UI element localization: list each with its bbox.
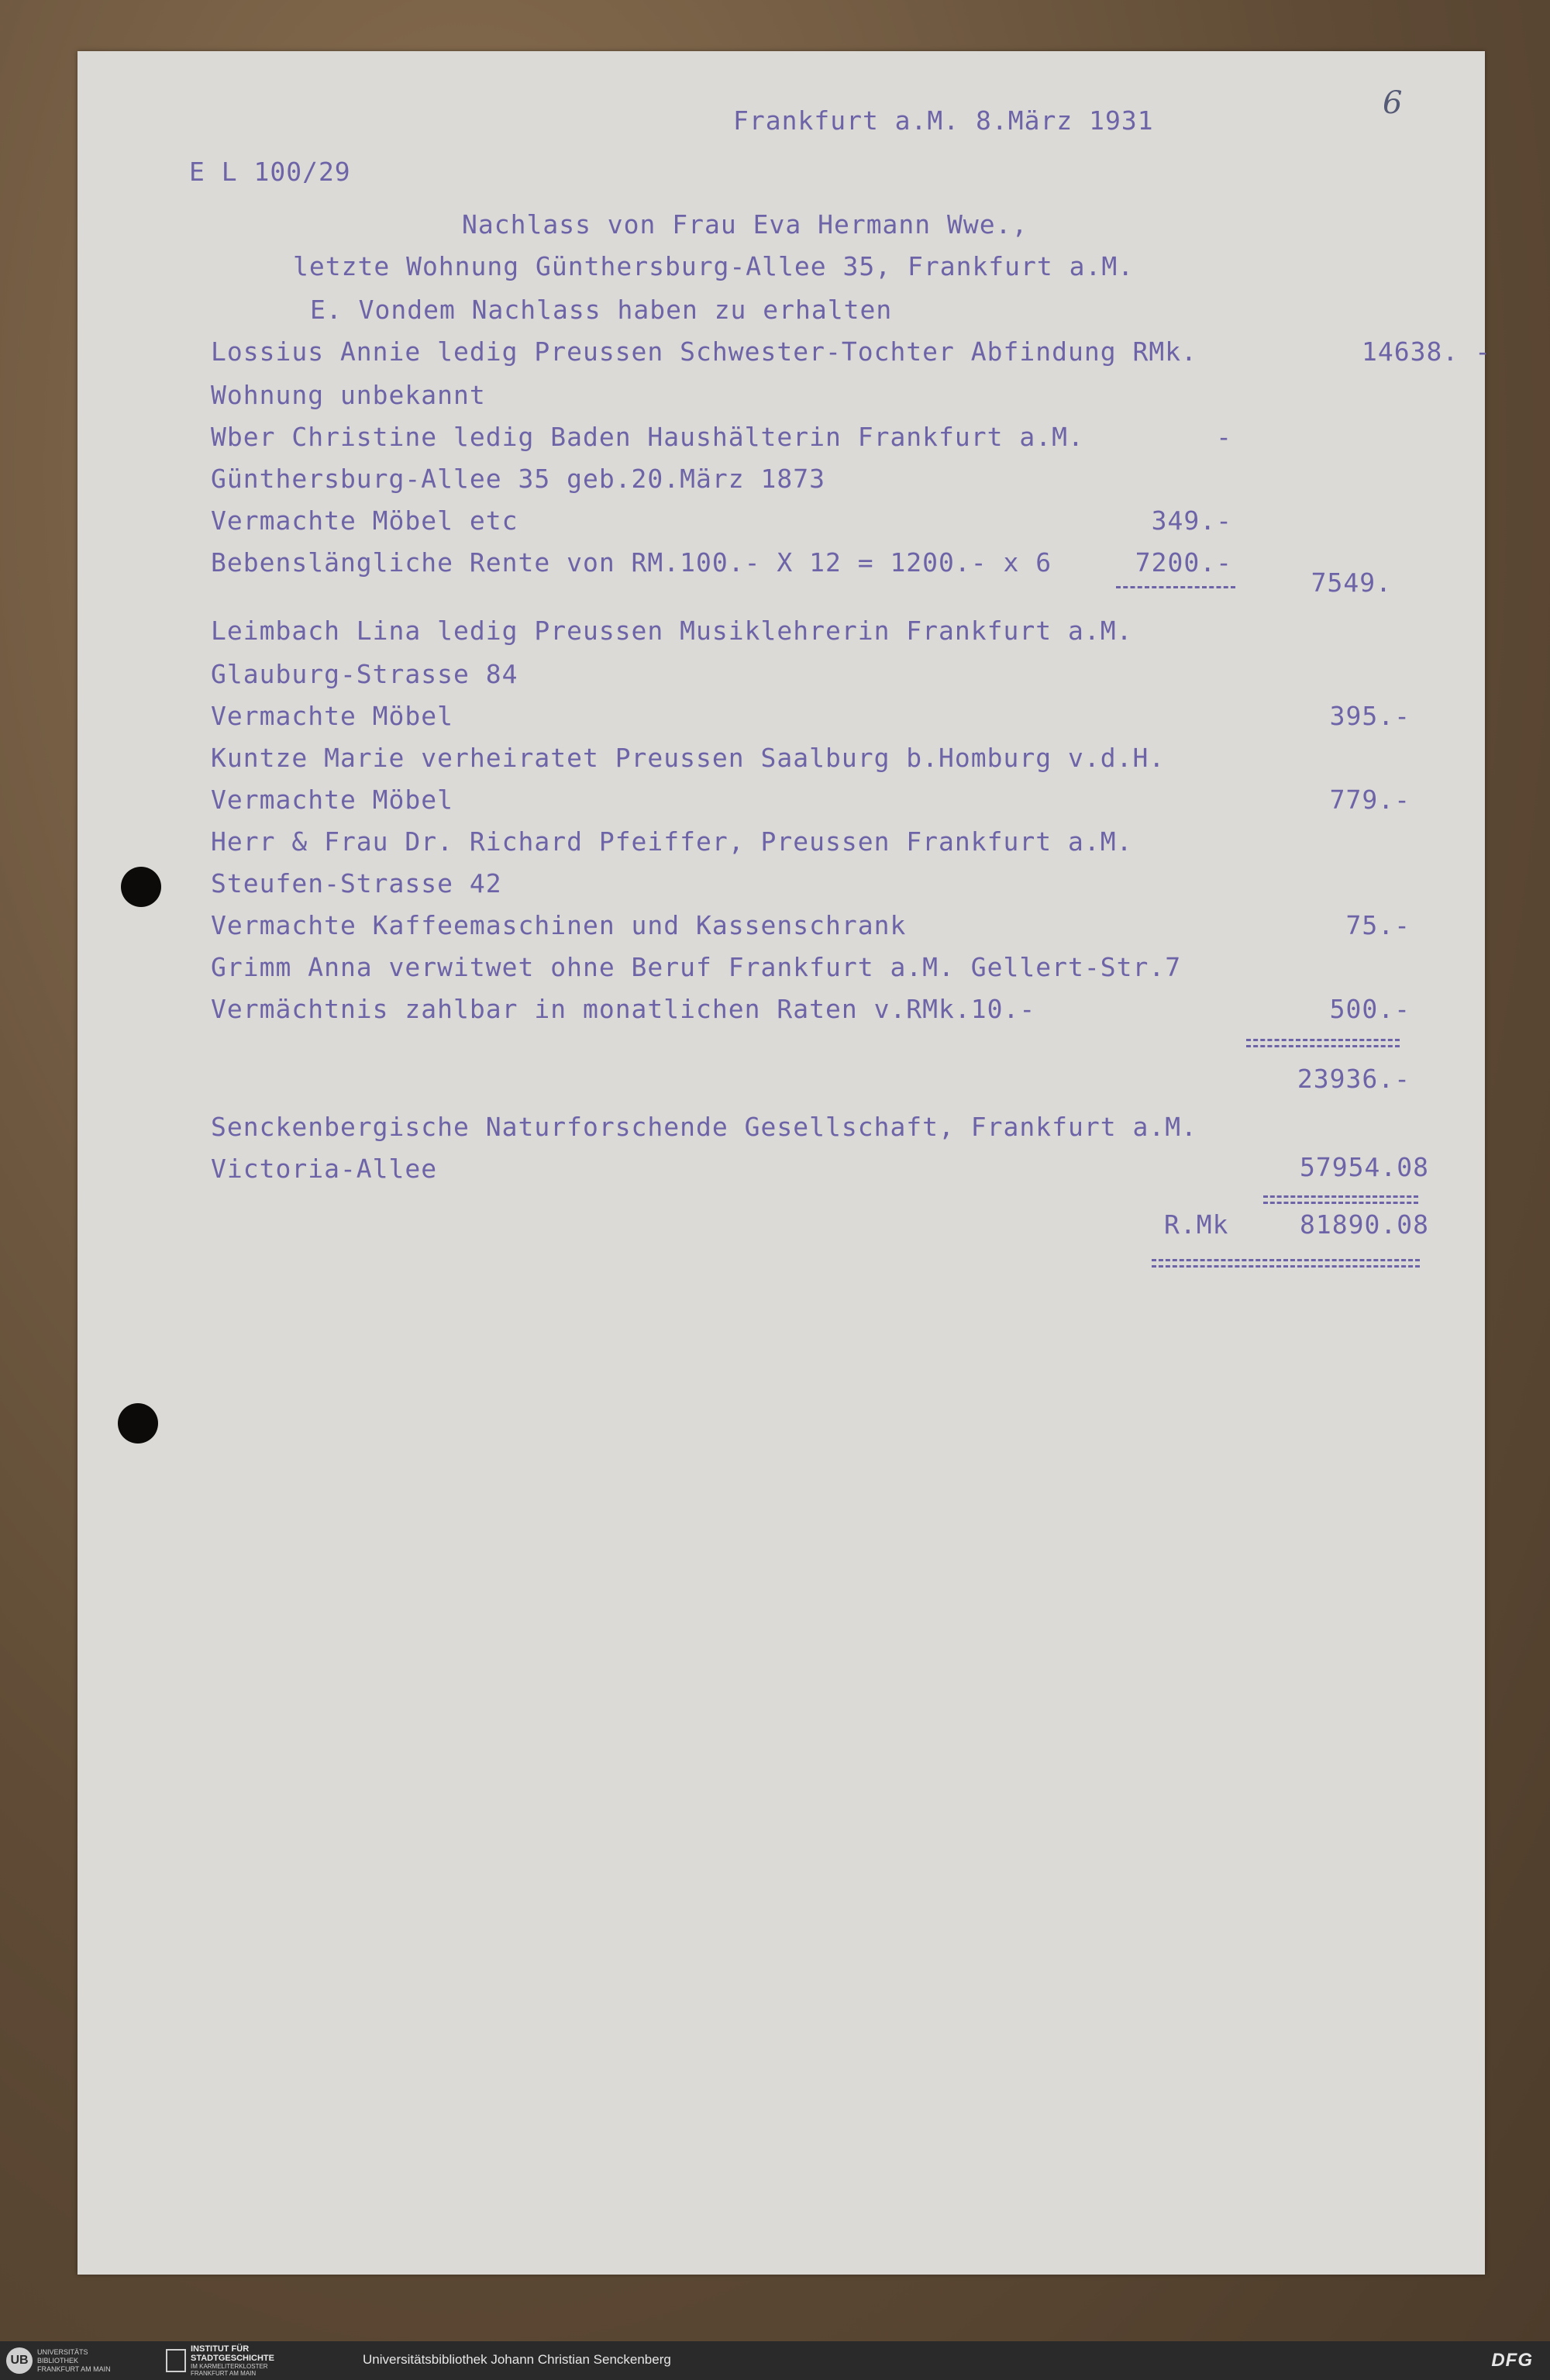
- entry-line: Herr & Frau Dr. Richard Pfeiffer, Preussen Frankfurt a.M.: [211, 826, 1133, 857]
- total-rule: [1263, 1202, 1418, 1204]
- entry-amount: 75.-: [1345, 910, 1410, 940]
- entry-line: Vermächtnis zahlbar in monatlichen Raten v.RMk.10.-: [211, 994, 1036, 1024]
- date-line: Frankfurt a.M. 8.März 1931: [733, 105, 1154, 136]
- punch-hole-top: [121, 867, 161, 907]
- entry-amount: 395.-: [1329, 701, 1410, 731]
- entry-subtotal: 7549.: [1311, 567, 1392, 598]
- heading-address: letzte Wohnung Günthersburg-Allee 35, Frankfurt a.M.: [293, 251, 1135, 281]
- subtotal-rule: [1116, 586, 1235, 588]
- entry-line: Günthersburg-Allee 35 geb.20.März 1873: [211, 464, 825, 494]
- entry-line: Wohnung unbekannt: [211, 380, 486, 410]
- entry-amount: -: [1216, 422, 1232, 452]
- entry-amount: 7200.-: [1135, 547, 1232, 578]
- heading-estate: Nachlass von Frau Eva Hermann Wwe.,: [462, 209, 1028, 240]
- institute-logo-text: FRANKFURT AM MAIN: [191, 2370, 257, 2377]
- entry-amount: 349.-: [1151, 505, 1232, 536]
- entry-amount: 14638. -: [1362, 336, 1491, 367]
- institute-logo-icon: [166, 2349, 186, 2372]
- punch-hole-bottom: [118, 1403, 158, 1444]
- entry-line: Wber Christine ledig Baden Haushälterin Frankfurt a.M.: [211, 422, 1084, 452]
- subtotal-rule: [1246, 1045, 1400, 1047]
- ub-logo-text: FRANKFURT AM MAIN: [37, 2364, 111, 2373]
- entry-line: Vermachte Möbel: [211, 785, 454, 815]
- institute-logo-text: IM KARMELITERKLOSTER: [191, 2363, 268, 2370]
- heading-recipients: E. Vondem Nachlass haben zu erhalten: [310, 295, 893, 325]
- entry-line: Glauburg-Strasse 84: [211, 659, 518, 689]
- entry-line: Vermachte Möbel etc: [211, 505, 518, 536]
- entry-line: Leimbach Lina ledig Preussen Musiklehrerin Frankfurt a.M.: [211, 616, 1133, 646]
- total-label: R.Mk: [1164, 1209, 1229, 1240]
- entry-line: Lossius Annie ledig Preussen Schwester-Tochter Abfindung RMk.: [211, 336, 1197, 367]
- institute-logo: [166, 2344, 336, 2377]
- entry-line: Victoria-Allee: [211, 1154, 438, 1184]
- entry-line: Grimm Anna verwitwet ohne Beruf Frankfurt a.M. Gellert-Str.7: [211, 952, 1182, 982]
- entry-subtotal: 23936.-: [1297, 1064, 1410, 1094]
- institute-logo-text: STADTGESCHICHTE: [191, 2354, 274, 2363]
- institute-logo-text: INSTITUT FÜR: [191, 2344, 250, 2354]
- total-rule: [1263, 1195, 1418, 1198]
- page-number: 6: [1383, 85, 1403, 121]
- subtotal-rule: [1246, 1039, 1400, 1041]
- document-page: [78, 51, 1491, 2275]
- entry-amount: 779.-: [1329, 785, 1410, 815]
- entry-line: Bebenslängliche Rente von RM.100.- X 12 = 1200.- x 6: [211, 547, 1052, 578]
- entry-line: Senckenbergische Naturforschende Gesellschaft, Frankfurt a.M.: [211, 1112, 1197, 1142]
- entry-amount: 500.-: [1329, 994, 1410, 1024]
- ub-logo-text: UNIVERSITÄTS: [37, 2347, 88, 2356]
- final-rule: [1152, 1265, 1420, 1268]
- final-rule: [1152, 1259, 1420, 1261]
- viewer-footer: [0, 2341, 1550, 2380]
- entry-line: Vermachte Kaffeemaschinen und Kassenschrank: [211, 910, 907, 940]
- ub-logo: [6, 2347, 158, 2374]
- entry-amount: 57954.08: [1300, 1152, 1429, 1182]
- entry-line: Kuntze Marie verheiratet Preussen Saalburg b.Homburg v.d.H.: [211, 743, 1166, 773]
- entry-line: Steufen-Strasse 42: [211, 868, 502, 899]
- total-amount: 81890.08: [1300, 1209, 1429, 1240]
- dfg-logo: DFG: [1491, 2350, 1533, 2371]
- file-reference: E L 100/29: [189, 157, 351, 187]
- ub-logo-icon: UB: [6, 2347, 33, 2374]
- library-name: Universitätsbibliothek Johann Christian Senckenberg: [363, 2352, 671, 2367]
- entry-line: Vermachte Möbel: [211, 701, 454, 731]
- ub-logo-text: BIBLIOTHEK: [37, 2356, 79, 2364]
